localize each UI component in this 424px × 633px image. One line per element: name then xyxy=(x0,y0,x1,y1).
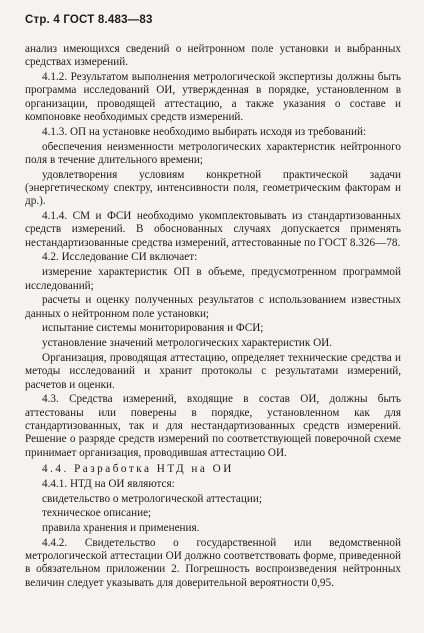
page-header: Стр. 4 ГОСТ 8.483—83 xyxy=(25,14,153,26)
clause-4-3: 4.3. Средства измерений, входящие в состав ОИ, должны быть аттестованы или поверены в порядке, установленном как для стандартизованных, так и для нестандартизованных средств измерений. Решение о разряде средств измерений по соответствующей поверочной схеме принимает организация, проводившая аттестацию ОИ. xyxy=(25,393,401,459)
clause-4-4-2: 4.4.2. Свидетельство о государственной или ведомственной метрологической аттестации ОИ должно соответствовать форме, приведенной в обязательном приложении 2. Погрешность воспроизведения нейтронных величин следует указывать для доверительной вероятности 0,95. xyxy=(25,536,401,589)
list-item: измерение характеристик ОП в объеме, предусмотренном программой исследований; xyxy=(25,266,401,292)
list-item: свидетельство о метрологической аттестации; xyxy=(42,492,262,505)
list-item: испытание системы мониторирования и ФСИ; xyxy=(42,322,264,335)
section-heading-4-4: 4.4. Разработка НТД на ОИ xyxy=(42,462,234,475)
list-item: техническое описание; xyxy=(42,507,152,520)
paragraph-continuation: анализ имеющихся сведений о нейтронном поле установки и выбранных средствах измерений. xyxy=(25,43,401,69)
clause-4-1-4: 4.1.4. СМ и ФСИ необходимо укомплектовывать из стандартизованных средств измерений. В обоснованных случаях допускается применять нестандартизованные средства измерений, аттестованные по ГОСТ 8.326—78. xyxy=(25,210,401,249)
list-item: удовлетворения условиям конкретной практической задачи (энергетическому спектру, интенсивности поля, геометрическим факторам и др.). xyxy=(25,168,401,208)
list-item: обеспечения неизменности метрологических характеристик нейтронного поля в течение длительного времени; xyxy=(25,140,401,166)
clause-4-1-2: 4.1.2. Результатом выполнения метрологической экспертизы должны быть программа исследований ОИ, утвержденная в порядке, установленном в организации, проводящей аттестацию, а также указания о составе и компоновке необходимых средств измерений. xyxy=(25,71,401,123)
list-item: установление значений метрологических характеристик ОИ. xyxy=(42,337,333,350)
list-item: правила хранения и применения. xyxy=(42,522,200,535)
clause-4-1-3: 4.1.3. ОП на установке необходимо выбирать исходя из требований: xyxy=(42,125,367,138)
clause-4-2: 4.2. Исследование СИ включает: xyxy=(42,251,198,264)
clause-4-4-1: 4.4.1. НТД на ОИ являются: xyxy=(42,477,175,490)
list-item: расчеты и оценку полученных результатов с использованием известных данных о нейтронном поле установки; xyxy=(25,294,401,320)
paragraph-organization: Организация, проводящая аттестацию, определяет технические средства и методы исследований и хранит протоколы с результатами измерений, расчетов и оценки. xyxy=(25,352,401,391)
document-body xyxy=(25,43,401,592)
